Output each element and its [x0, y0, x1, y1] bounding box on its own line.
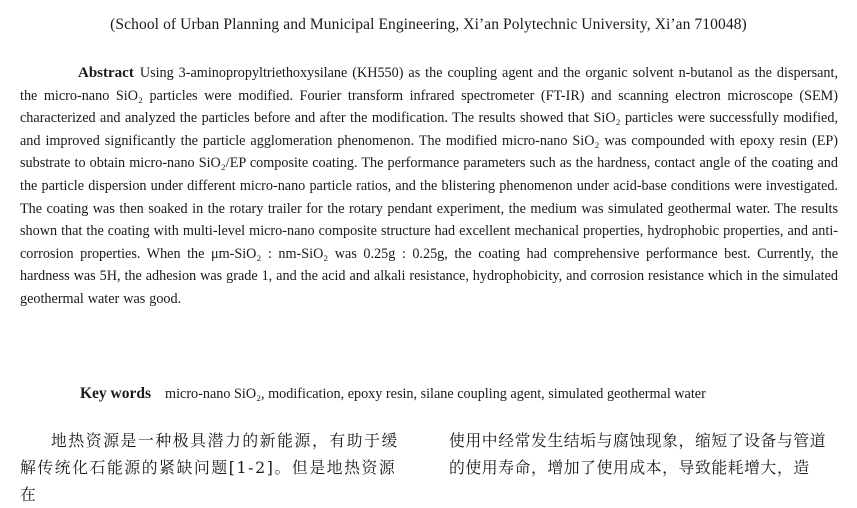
abstract-paragraph — [20, 62, 838, 311]
abstract-text: Using 3-aminopropyltriethoxysilane (KH550) as the coupling agent and the organic solvent n-butanol as the dispersant, the micro-nano SiO₂ particles were modified. Fourier transform infrared spectrometer (FT-IR) and scanning electron microscope (SEM) characterized and analyzed the particles before and after the modification. The results showed that SiO₂ particles were successfully modified, and improved significantly the particle agglomeration phenomenon. The modified micro-nano SiO₂ was compounded with epoxy resin (EP) substrate to obtain micro-nano SiO₂/EP composite coating. The performance parameters such as the hardness, contact angle of the coating and the particle dispersion under different micro-nano particle ratios, and the blistering phenomenon under acid-base conditions were investigated. The coating was then soaked in the rotary trailer for the rotary pendant experiment, the medium was simulated geothermal water. The results shown that the coating with multi-level micro-nano composite structure had excellent mechanical properties, hydrophobic properties, and anti-corrosion properties. When the μm-SiO₂ : nm-SiO₂ was 0.25g : 0.25g, the coating had comprehensive performance best. Currently, the hardness was 5H, the adhesion was grade 1, and the acid and alkali resistance, hydrophobicity, and corrosion resistance which in the simulated geothermal water was good. — [20, 65, 838, 307]
keywords-line — [80, 385, 706, 403]
keywords-label: Key words — [80, 385, 152, 402]
body-column-right: 使用中经常发生结垢与腐蚀现象，缩短了设备与管道的使用寿命，增加了使用成本，导致能耗增大，造 — [449, 431, 827, 477]
abstract-label: Abstract — [78, 65, 134, 81]
affiliation: (School of Urban Planning and Municipal Engineering, Xi’an Polytechnic University, Xi’an 710048) — [110, 16, 747, 33]
keywords-text: micro-nano SiO₂, modification, epoxy resin, silane coupling agent, simulated geothermal water — [165, 386, 706, 402]
body-column-left: 地热资源是一种极具潜力的新能源，有助于缓解传统化石能源的紧缺问题[1-2]。但是地热资源在 — [20, 431, 399, 504]
